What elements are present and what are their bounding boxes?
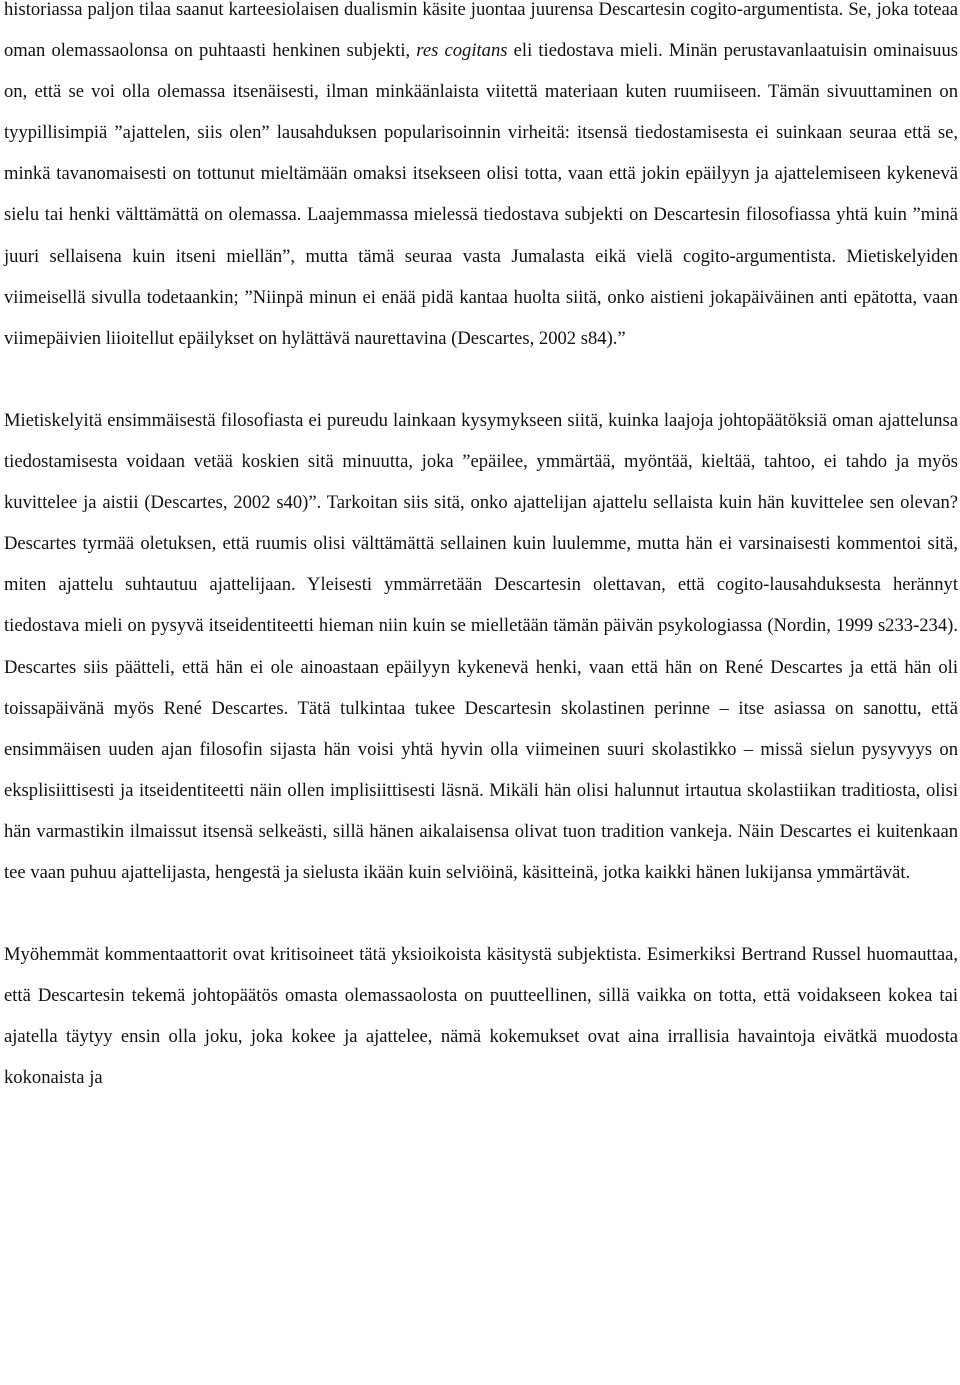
paragraph-later-commentators: Myöhemmät kommentaattorit ovat kritisoineet tätä yksioikoista käsitystä subjektista. Esimerkiksi Bertrand Russel huomauttaa, että Descartesin tekemä johtopäätös omasta olemassaolosta on puutteellinen, sillä vaikka on totta, että voidakseen kokea tai ajatella täytyy ensin olla joku, joka kokee ja ajattelee, nämä kokemukset ovat aina irrallisia havaintoja eivätkä muodosta kokonaista ja [4, 944, 958, 1089]
paragraph-dualism-text-start: historiassa paljon tilaa saanut karteesiolaisen dualismin käsite juontaa juurensa Descartesin cogito-argumentista. Se, joka toteaa oman olemassaolonsa on puhtaasti henkinen subjekti, [4, 0, 958, 62]
paragraph-dualism-text-end: eli tiedostava mieli. Minän perustavanlaatuisin ominaisuus on, että se voi olla olemassa itsenäisesti, ilman minkäänlaista viitettä materiaan kuten ruumiiseen. Tämän sivuuttaminen on tyypillisimpiä ”ajattelen, siis olen” lausahduksen popularisoinnin virheitä: itsensä tiedostamisesta ei suinkaan seuraa että se, minkä tavanomaisesti on tottunut mieltämään omaksi itsekseen olisi totta, vaan että jokin epäilyyn ja ajattelemiseen kykenevä sielu tai henki välttämättä on olemassa. Laajemmassa mielessä tiedostava subjekti on Descartesin filosofiassa yhtä kuin ”minä juuri sellaisena kuin itseni miellän”, mutta tämä seuraa vasta Jumalasta eikä vielä cogito-argumentista. Mietiskelyiden viimeisellä sivulla todetaankin; ”Niinpä minun ei enää pidä kantaa huolta siitä, onko aistieni jokapäiväinen anti epätotta, vaan viimepäivien liioitellut epäilykset on hylättävä naurettavina (Descartes, 2002 s84).” [4, 40, 958, 349]
paragraph-spacer [4, 893, 958, 934]
document-page [4, 0, 958, 1099]
paragraph-spacer [4, 359, 958, 400]
paragraph-meditations: Mietiskelyitä ensimmäisestä filosofiasta ei pureudu lainkaan kysymykseen siitä, kuinka laajoja johtopäätöksiä oman ajattelunsa tiedostamisesta voidaan vetää koskien sitä minuutta, joka ”epäilee, ymmärtää, myöntää, kieltää, tahtoo, ei tahdo ja myös kuvittelee ja aistii (Descartes, 2002 s40)”. Tarkoitan siis sitä, onko ajattelijan ajattelu sellaista kuin hän kuvittelee sen olevan? Descartes tyrmää oletuksen, että ruumis olisi välttämättä sellainen kuin luulemme, mutta hän ei varsinaisesti kommentoi sitä, miten ajattelu suhtautuu ajattelijaan. Yleisesti ymmärretään Descartesin olettavan, että cogito-lausahduksesta herännyt tiedostava mieli on pysyvä itseidentiteetti hieman niin kuin se mielletään tämän päivän psykologiassa (Nordin, 1999 s233-234). Descartes siis päätteli, että hän ei ole ainoastaan epäilyyn kykenevä henki, vaan että hän on René Descartes ja että hän oli toissapäivänä myös René Descartes. Tätä tulkintaa tukee Descartesin skolastinen perinne – itse asiassa on sanottu, että ensimmäisen uuden ajan filosofin sijasta hän voisi yhtä hyvin olla viimeinen suuri skolastikko – missä sielun pysyvyys on eksplisiittisesti ja itseidentiteetti näin ollen implisiittisesti läsnä. Mikäli hän olisi halunnut irtautua skolastiikan traditiosta, olisi hän varmastikin ilmaissut itsensä selkeästi, sillä hänen aikalaisensa olivat tuon tradition vankeja. Näin Descartes ei kuitenkaan tee vaan puhuu ajattelijasta, hengestä ja sielusta ikään kuin selviöinä, käsitteinä, jotka kaikki hänen lukijansa ymmärtävät. [4, 409, 958, 883]
paragraph-dualism [4, 0, 958, 359]
res-cogitans-emphasis: res cogitans [416, 40, 508, 62]
